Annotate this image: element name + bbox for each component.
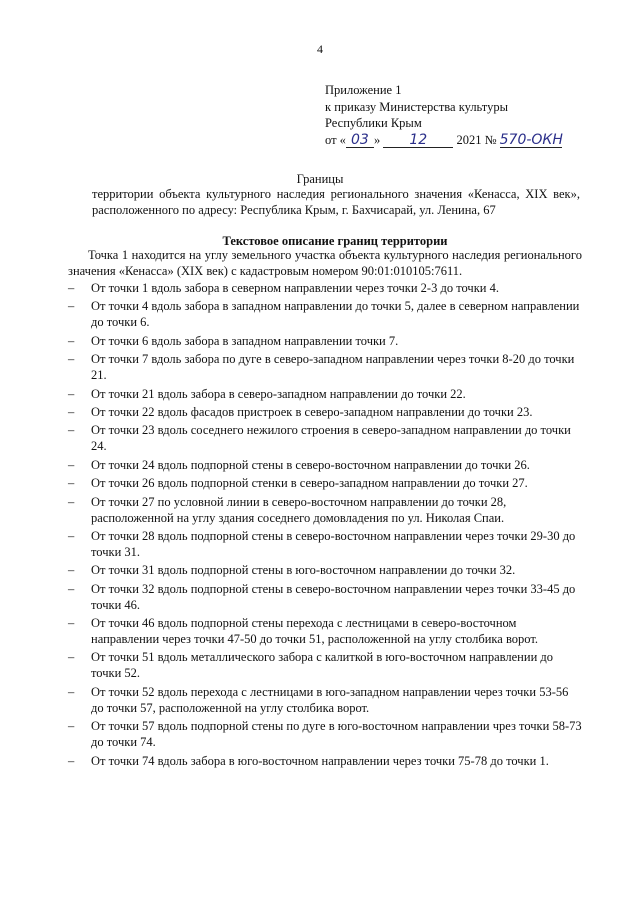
- boundary-list-item: [68, 404, 582, 420]
- boundary-list-item: [68, 422, 582, 454]
- handwritten-order-number: 570-ОКН: [499, 131, 563, 148]
- boundary-list-item: [68, 684, 582, 716]
- boundary-list-item: [68, 528, 582, 560]
- list-dash: –: [68, 333, 75, 348]
- list-item-text: От точки 6 вдоль забора в западном направлении точки 7.: [91, 333, 399, 348]
- list-item-text: От точки 57 вдоль подпорной стены по дуге в юго-восточном направлении чрез точки 58-73 до точки 74.: [91, 719, 582, 750]
- list-item-text: От точки 46 вдоль подпорной стены перехода с лестницами в северо-восточном направлении через точки 47-50 до точки 51, расположенной на углу столбика ворот.: [91, 616, 538, 647]
- date-year: 2021 №: [456, 132, 497, 147]
- list-dash: –: [68, 719, 75, 734]
- boundary-list-item: [68, 351, 582, 383]
- section-heading: Текстовое описание границ территории: [222, 234, 448, 248]
- list-item-text: От точки 28 вдоль подпорной стены в северо-восточном направлении через точки 29-30 до точки 31.: [91, 528, 576, 559]
- list-item-text: От точки 32 вдоль подпорной стены в северо-восточном направлении через точки 33-45 до точки 46.: [91, 581, 576, 612]
- boundary-list-item: [68, 298, 582, 330]
- page-number: 4: [317, 42, 323, 56]
- list-dash: –: [68, 528, 75, 543]
- list-dash: –: [68, 684, 75, 699]
- list-dash: –: [68, 616, 75, 631]
- handwritten-month: 12: [383, 133, 453, 148]
- handwritten-day: 03: [346, 133, 374, 148]
- intro-paragraph: Точка 1 находится на углу земельного участка объекта культурного наследия регионального значения «Кенасса» (XIX век) с кадастровым номером 90:01:010105:7611.: [68, 248, 582, 278]
- list-dash: –: [68, 476, 75, 491]
- list-item-text: От точки 22 вдоль фасадов пристроек в северо-западном направлении до точки 23.: [91, 404, 533, 419]
- appendix-line-1: Приложение 1: [325, 83, 402, 97]
- list-dash: –: [68, 299, 75, 314]
- list-item-text: От точки 51 вдоль металлического забора с калиткой в юго-восточном направлении до точки 52.: [91, 650, 553, 681]
- boundary-list-item: [68, 475, 582, 491]
- boundary-list-item: [68, 581, 582, 613]
- list-dash: –: [68, 352, 75, 367]
- date-prefix: от «: [325, 132, 346, 147]
- list-dash: –: [68, 650, 75, 665]
- appendix-line-3: Республики Крым: [325, 116, 422, 130]
- appendix-line-2: к приказу Министерства культуры: [325, 99, 508, 114]
- date-day-close: »: [373, 132, 381, 147]
- list-dash: –: [68, 753, 75, 768]
- boundary-list-item: [68, 562, 582, 578]
- list-item-text: От точки 26 вдоль подпорной стенки в северо-западном направлении до точки 27.: [91, 476, 528, 491]
- boundary-list-item: [68, 718, 582, 750]
- list-dash: –: [68, 386, 75, 401]
- boundary-list-item: [68, 457, 582, 473]
- list-item-text: От точки 31 вдоль подпорной стены в юго-восточном направлении до точки 32.: [91, 563, 516, 578]
- list-dash: –: [68, 423, 75, 438]
- boundary-list-item: [68, 615, 582, 647]
- list-item-text: От точки 23 вдоль соседнего нежилого строения в северо-западном направлении до точки 24.: [91, 423, 571, 454]
- boundary-list-item: [68, 280, 582, 296]
- boundary-list-item: [68, 649, 582, 681]
- list-dash: –: [68, 581, 75, 596]
- list-item-text: От точки 7 вдоль забора по дуге в северо-западном направлении через точки 8-20 до точки 21.: [91, 352, 575, 383]
- boundary-list-item: [68, 753, 582, 769]
- list-dash: –: [68, 281, 75, 295]
- list-item-text: От точки 52 вдоль перехода с лестницами в юго-западном направлении через точки 53-56 до точки 57, расположенной на углу столбика ворот.: [91, 684, 569, 715]
- appendix-block: [325, 82, 562, 148]
- list-item-text: От точки 24 вдоль подпорной стены в северо-восточном направлении до точки 26.: [91, 457, 530, 472]
- boundary-list: [68, 280, 582, 771]
- appendix-date-line: [325, 132, 562, 149]
- list-dash: –: [68, 404, 75, 419]
- boundary-list-item: [68, 333, 582, 349]
- list-dash: –: [68, 494, 75, 509]
- list-dash: –: [68, 457, 75, 472]
- list-item-text: От точки 74 вдоль забора в юго-восточном направлении через точки 75-78 до точки 1.: [91, 753, 549, 768]
- list-item-text: От точки 1 вдоль забора в северном направлении через точки 2-3 до точки 4.: [91, 281, 499, 295]
- boundary-list-item: [68, 386, 582, 402]
- list-item-text: От точки 21 вдоль забора в северо-западном направлении до точки 22.: [91, 386, 466, 401]
- document-title: Границы: [296, 172, 344, 186]
- list-item-text: От точки 27 по условной линии в северо-восточном направлении до точки 28, расположенной на углу здания соседнего домовладения по ул. Николая Спаи.: [91, 494, 507, 525]
- list-dash: –: [68, 563, 75, 578]
- list-item-text: От точки 4 вдоль забора в западном направлении до точки 5, далее в северном направлении до точки 6.: [91, 299, 580, 330]
- boundary-list-item: [68, 494, 582, 526]
- document-subtitle: территории объекта культурного наследия регионального значения «Кенасса, XIX век», расположенного по адресу: Республика Крым, г. Бахчисарай, ул. Ленина, 67: [92, 187, 580, 217]
